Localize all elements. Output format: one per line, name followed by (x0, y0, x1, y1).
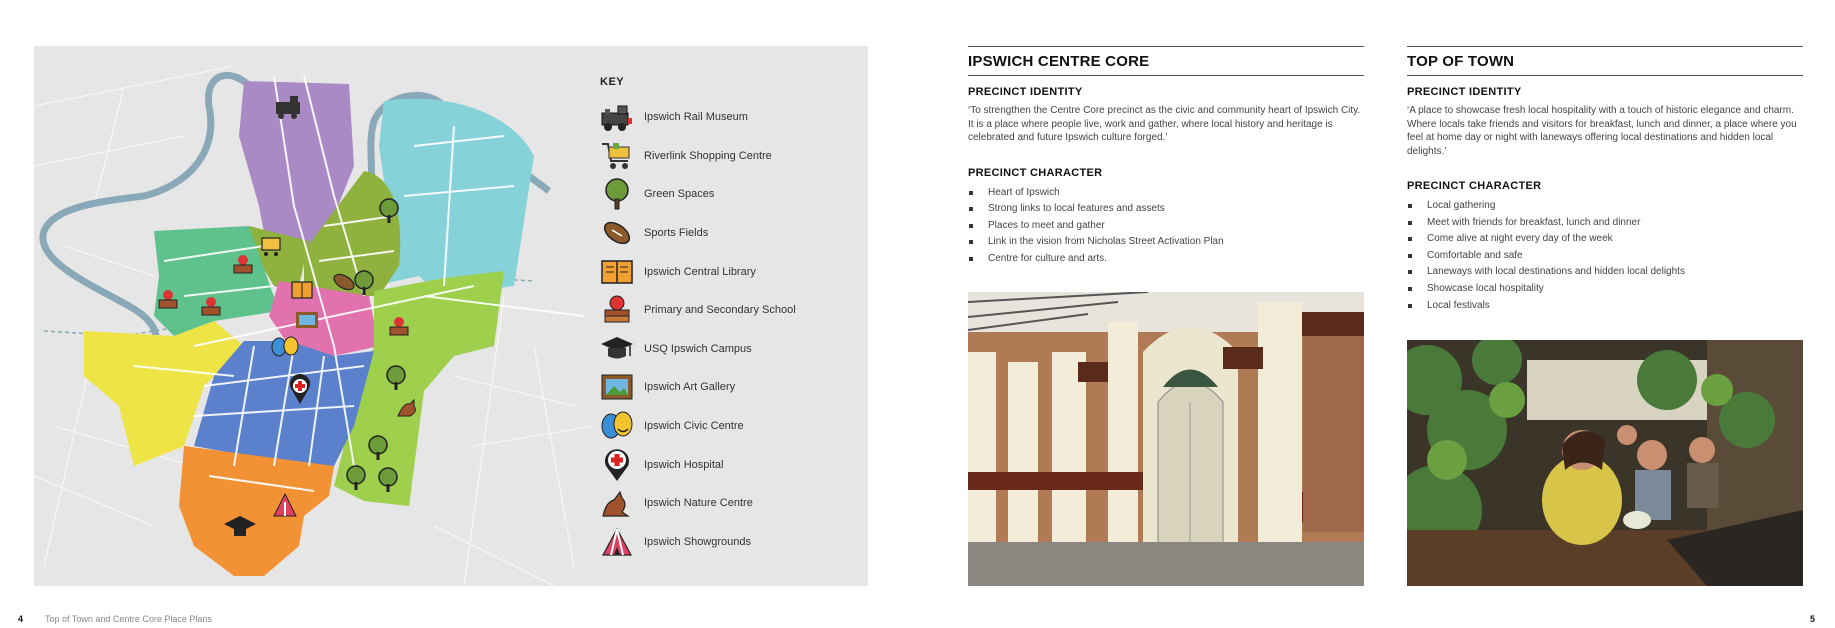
character-heading: PRECINCT CHARACTER (968, 166, 1103, 179)
centre-core-column (968, 46, 1364, 267)
list-item: Showcase local hospitality (1407, 281, 1803, 298)
list-item: Come alive at night every day of the week (1407, 231, 1803, 248)
key-label: Ipswich Civic Centre (644, 420, 744, 433)
list-item: Centre for culture and arts. (968, 251, 1364, 268)
list-item: Strong links to local features and assets (968, 201, 1364, 218)
list-item: Laneways with local destinations and hidden local delights (1407, 264, 1803, 281)
list-item: Local festivals (1407, 298, 1803, 315)
key-label: Ipswich Art Gallery (644, 381, 736, 394)
key-item-civic-centre (600, 407, 860, 446)
key-item-rail-museum (600, 98, 860, 137)
character-list (1407, 198, 1803, 314)
precinct-map (34, 46, 594, 586)
footer-left (18, 614, 212, 624)
character-heading: PRECINCT CHARACTER (1407, 180, 1542, 192)
book-icon (600, 255, 634, 289)
key-label: Ipswich Showgrounds (644, 535, 752, 548)
key-item-hospital (600, 445, 860, 484)
character-list (968, 185, 1364, 268)
key-item-shopping-centre (600, 137, 860, 176)
top-of-town-photo (1407, 340, 1803, 586)
page-number-left: 4 (18, 614, 24, 624)
key-label: Sports Fields (644, 227, 709, 240)
identity-heading: PRECINCT IDENTITY (968, 86, 1083, 98)
document-title: Top of Town and Centre Core Place Plans (45, 614, 212, 624)
list-item: Meet with friends for breakfast, lunch and dinner (1407, 215, 1803, 232)
precinct-orange (179, 446, 334, 576)
centre-core-title: IPSWICH CENTRE CORE (968, 47, 1364, 76)
hospital-pin-icon (600, 448, 634, 482)
train-icon (600, 100, 634, 134)
key-item-showgrounds (600, 523, 860, 562)
key-label: Ipswich Rail Museum (644, 111, 748, 124)
map-icon-book (292, 282, 312, 298)
circus-tent-icon (600, 525, 634, 559)
key-label: Primary and Secondary School (644, 304, 796, 317)
key-item-nature-centre (600, 484, 860, 523)
key-label: USQ Ipswich Campus (644, 342, 752, 355)
key-title: KEY (600, 76, 625, 88)
kangaroo-icon (600, 486, 634, 520)
top-of-town-column (1407, 46, 1803, 314)
shopping-cart-icon (600, 139, 634, 173)
list-item: Places to meet and gather (968, 218, 1364, 235)
key-label: Riverlink Shopping Centre (644, 149, 772, 162)
page-number-right: 5 (1810, 614, 1816, 624)
graduation-cap-icon (600, 332, 634, 366)
identity-heading: PRECINCT IDENTITY (1407, 86, 1522, 98)
precinct-map-panel (34, 46, 868, 586)
key-item-school (600, 291, 860, 330)
key-label: Ipswich Hospital (644, 458, 724, 471)
key-item-central-library (600, 252, 860, 291)
theatre-masks-icon (600, 409, 634, 443)
key-item-art-gallery (600, 368, 860, 407)
key-item-green-spaces (600, 175, 860, 214)
map-icon-gallery (296, 312, 318, 328)
list-item: Heart of Ipswich (968, 185, 1364, 202)
tree-icon (600, 177, 634, 211)
key-label: Green Spaces (644, 188, 715, 201)
top-of-town-title: TOP OF TOWN (1407, 47, 1803, 76)
picture-frame-icon (600, 370, 634, 404)
list-item: Comfortable and safe (1407, 248, 1803, 265)
identity-text: ‘To strengthen the Centre Core precinct as the civic and community heart of Ipswich City. It is a place where people live, work and gather, where local history and heritage is celebrated and future Ipswich culture forged.’ (968, 105, 1361, 143)
key-item-sports-fields (600, 214, 860, 253)
apple-books-icon (600, 293, 634, 327)
key-label: Ipswich Central Library (644, 265, 756, 278)
list-item: Link in the vision from Nicholas Street Activation Plan (968, 234, 1364, 251)
key-item-usq-campus (600, 330, 860, 369)
list-item: Local gathering (1407, 198, 1803, 215)
map-key (600, 76, 860, 561)
football-icon (600, 216, 634, 250)
centre-core-photo (968, 292, 1364, 586)
identity-text: ‘A place to showcase fresh local hospitality with a touch of historic elegance and charm. Where locals take friends and visitors for breakfast, lunch and dinner, a place where you feel at home day or night with laneways offering local destinations and hidden local delights.’ (1407, 105, 1797, 157)
key-label: Ipswich Nature Centre (644, 497, 753, 510)
